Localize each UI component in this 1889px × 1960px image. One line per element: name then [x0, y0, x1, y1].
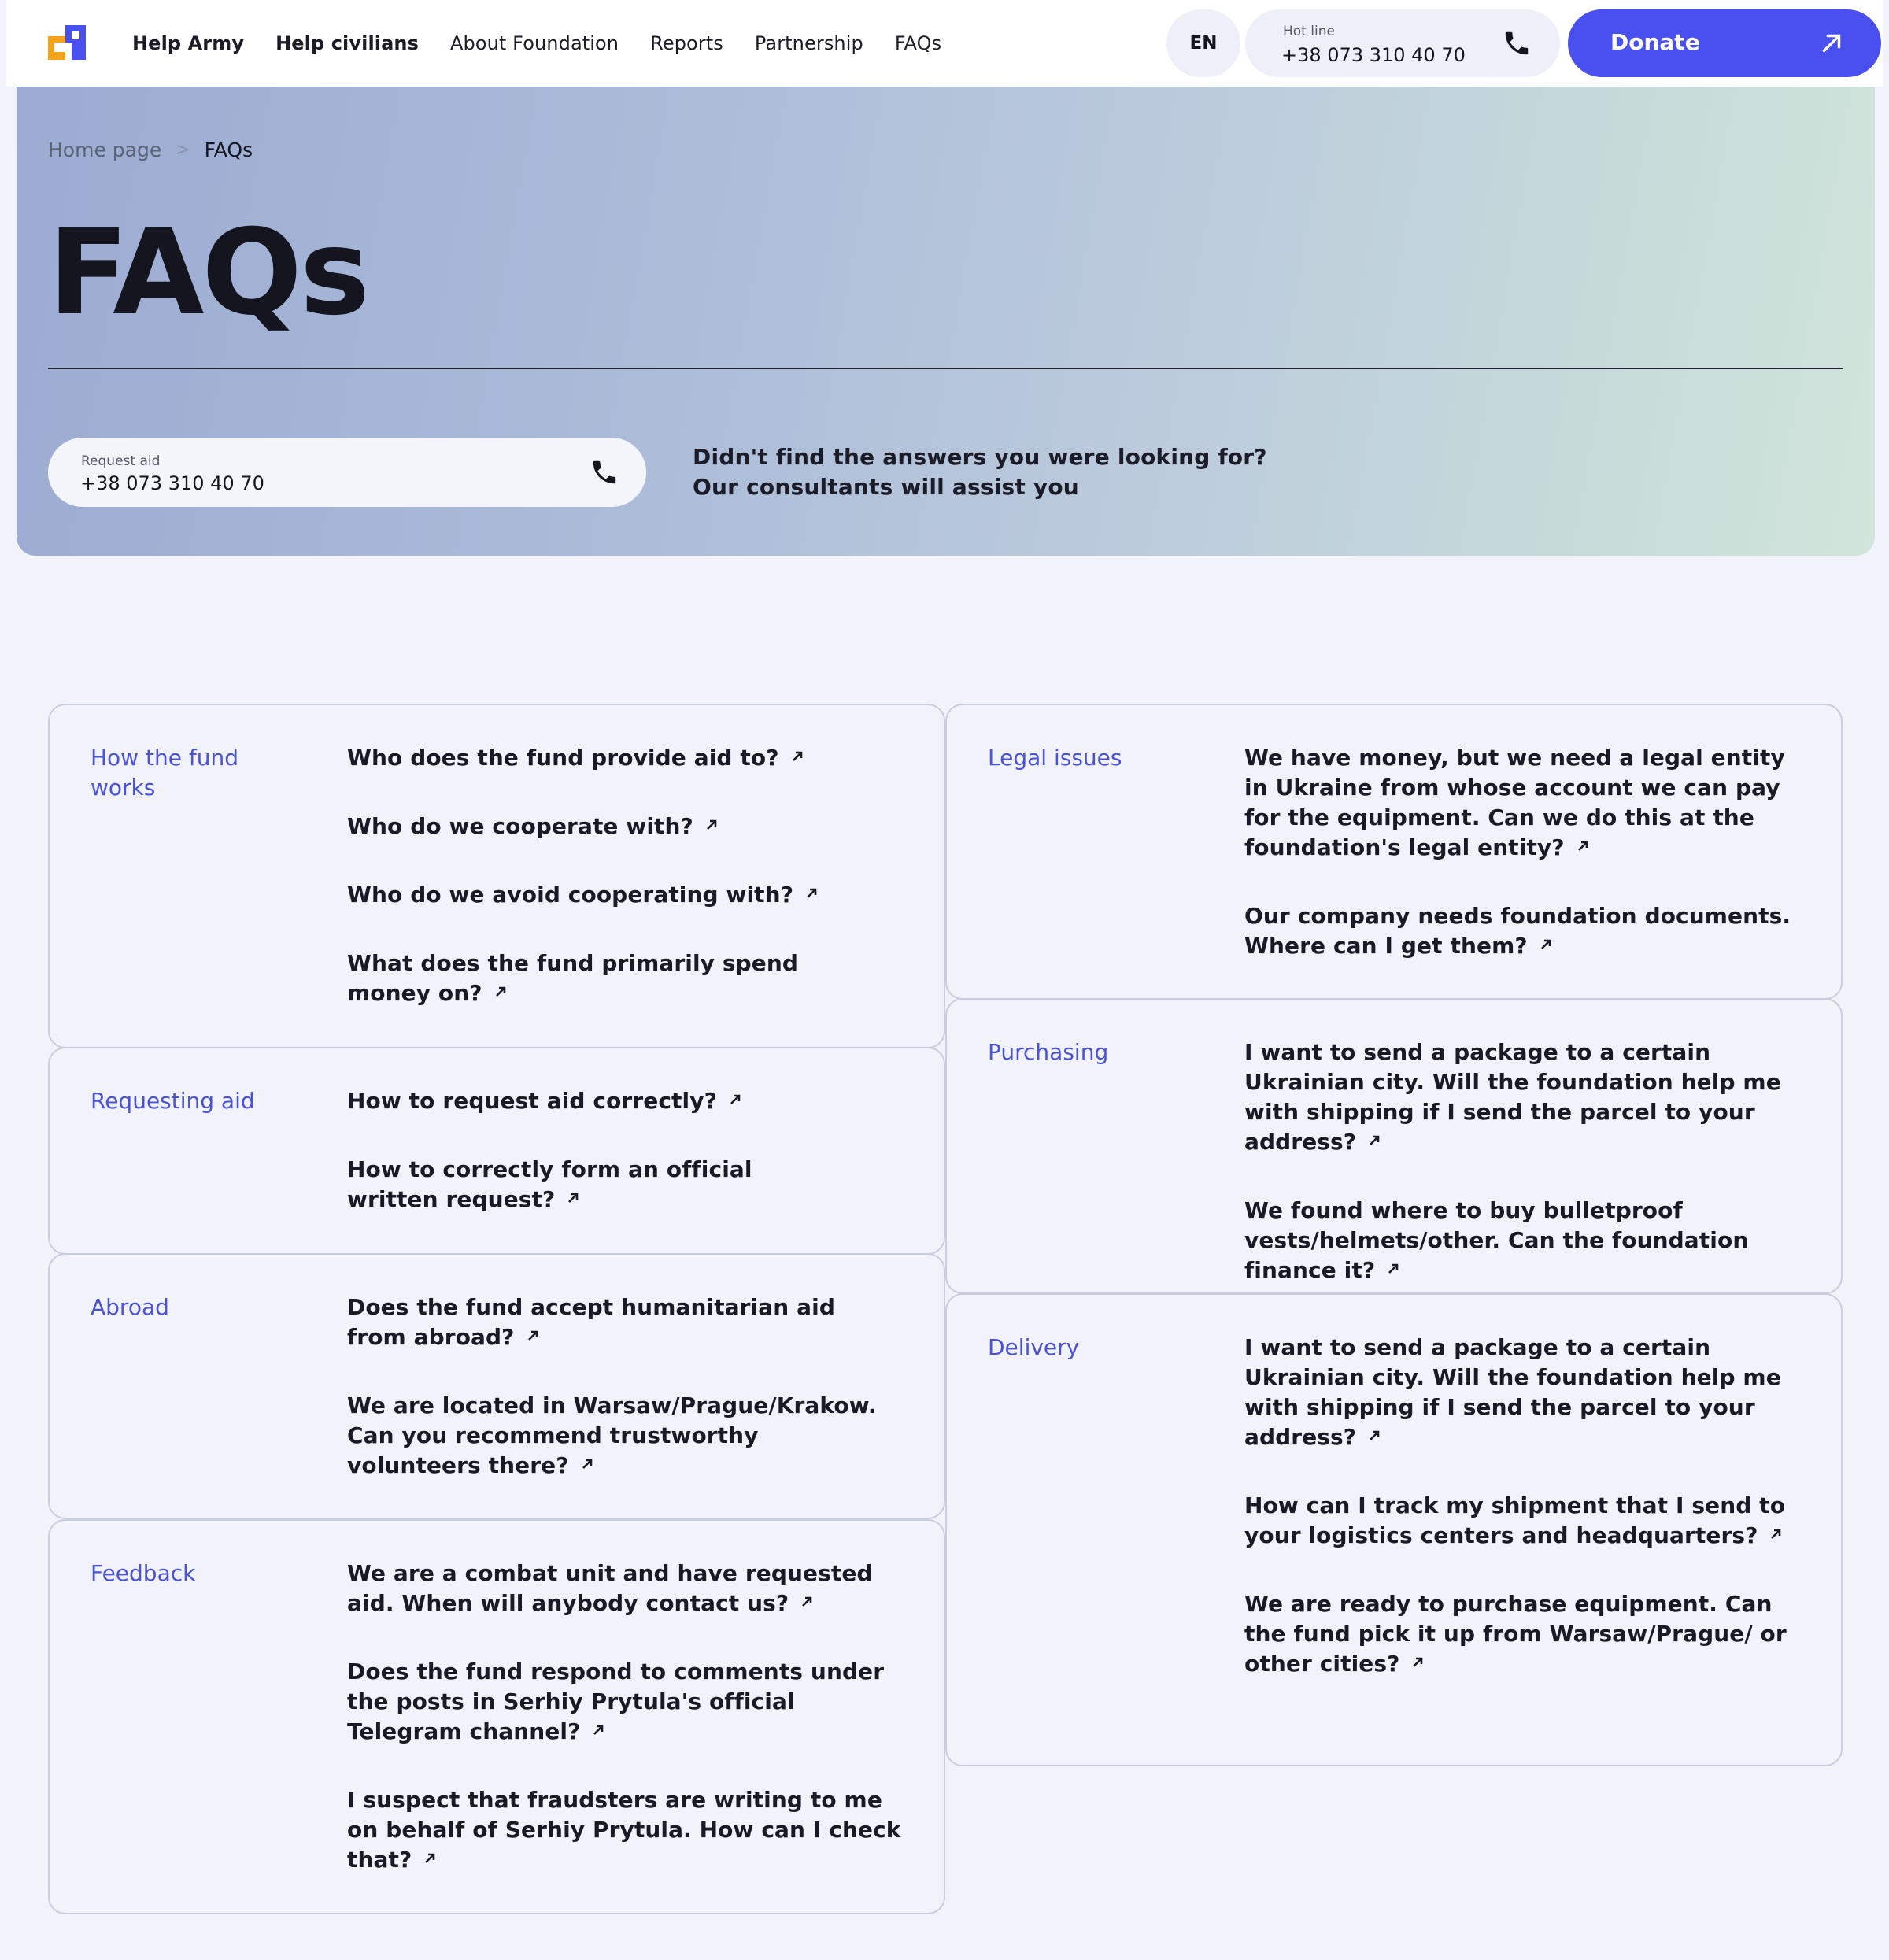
donate-button[interactable] — [1568, 9, 1881, 77]
foundation-logo-icon[interactable] — [48, 22, 92, 63]
faq-category: Delivery — [988, 1334, 1080, 1360]
external-arrow-icon — [526, 1329, 540, 1343]
request-aid-caption: Request aid — [81, 453, 161, 469]
faq-question[interactable]: Does the fund respond to comments under the posts in Serhiy Prytula's official Telegram channel? — [347, 1659, 885, 1744]
divider — [48, 368, 1843, 369]
external-arrow-icon — [1576, 839, 1590, 853]
donate-label: Donate — [1610, 29, 1700, 55]
hotline-caption: Hot line — [1283, 24, 1335, 39]
faq-question[interactable]: Who does the fund provide aid to? — [347, 743, 835, 773]
request-aid-pill[interactable] — [48, 438, 646, 507]
faq-card-delivery — [945, 1293, 1843, 1766]
faq-category: Feedback — [91, 1560, 196, 1586]
external-arrow-icon — [1769, 1527, 1783, 1541]
faq-category: How the fund works — [91, 745, 238, 801]
external-arrow-icon — [1539, 937, 1553, 952]
consultants-note-line1: Didn't find the answers you were looking for? — [693, 444, 1267, 470]
external-arrow-icon — [800, 1595, 814, 1609]
request-aid-number: +38 073 310 40 70 — [80, 472, 264, 494]
faq-question-list — [347, 1086, 804, 1215]
faq-question[interactable]: How to request aid correctly? — [347, 1086, 804, 1116]
main-nav — [132, 0, 973, 87]
faq-card-how-the-fund-works — [48, 704, 945, 1048]
external-arrow-icon — [1367, 1133, 1381, 1148]
nav-reports[interactable]: Reports — [650, 32, 723, 54]
external-arrow-icon — [1386, 1262, 1400, 1276]
language-switch[interactable]: EN — [1166, 9, 1240, 77]
faq-question[interactable]: Does the fund accept humanitarian aid from abroad? — [347, 1294, 836, 1350]
phone-icon — [1502, 28, 1532, 58]
nav-partnership[interactable]: Partnership — [754, 32, 863, 54]
faq-question[interactable]: We found where to buy bulletproof vests/helmets/other. Can the foundation finance it? — [1244, 1197, 1749, 1283]
phone-icon — [590, 457, 619, 487]
external-arrow-icon — [704, 818, 719, 832]
faq-category: Abroad — [91, 1294, 169, 1320]
external-arrow-icon — [494, 985, 508, 999]
nav-about-foundation[interactable]: About Foundation — [449, 32, 619, 54]
nav-help-army[interactable]: Help Army — [132, 32, 245, 54]
faq-question[interactable]: We are ready to purchase equipment. Can the fund pick it up from Warsaw/Prague/ or other cities? — [1244, 1591, 1787, 1677]
faq-category: Purchasing — [988, 1039, 1109, 1065]
breadcrumb — [48, 139, 253, 161]
external-arrow-icon — [423, 1851, 437, 1866]
faq-question[interactable]: How can I track my shipment that I send to your logistics centers and headquarters? — [1244, 1492, 1786, 1548]
faq-question[interactable]: Who do we avoid cooperating with? — [347, 880, 835, 910]
page-title: FAQs — [48, 205, 368, 342]
faq-question[interactable]: I want to send a package to a certain Ukrainian city. Will the foundation help me with shipping if I send the parcel to your address? — [1244, 1039, 1781, 1155]
faq-question[interactable]: I suspect that fraudsters are writing to me on behalf of Serhiy Prytula. How can I check that? — [347, 1787, 901, 1873]
faq-question-list — [1244, 1333, 1811, 1679]
external-arrow-icon — [580, 1457, 594, 1471]
external-arrow-icon — [566, 1191, 580, 1205]
faq-question[interactable]: I want to send a package to a certain Ukrainian city. Will the foundation help me with shipping if I send the parcel to your address? — [1244, 1334, 1781, 1450]
faq-card-purchasing — [945, 998, 1843, 1294]
faq-question-list — [347, 1559, 914, 1875]
faq-question-list — [347, 743, 835, 1008]
faq-question[interactable]: We are located in Warsaw/Prague/Krakow. Can you recommend trustworthy volunteers there? — [347, 1392, 877, 1478]
external-arrow-icon — [790, 749, 804, 764]
external-arrow-icon — [1367, 1429, 1381, 1443]
faq-question[interactable]: We have money, but we need a legal entity in Ukraine from whose account we can pay for the equipment. Can we do this at the foundation's legal entity? — [1244, 745, 1785, 860]
faq-card-legal-issues — [945, 704, 1843, 1000]
external-arrow-icon — [804, 886, 819, 900]
faq-question[interactable]: Our company needs foundation documents. Where can I get them? — [1244, 903, 1791, 959]
hero-banner — [17, 87, 1875, 556]
faq-card-feedback — [48, 1519, 945, 1914]
nav-faqs[interactable]: FAQs — [894, 32, 942, 54]
breadcrumb-current: FAQs — [204, 139, 253, 161]
faq-card-abroad — [48, 1253, 945, 1519]
consultants-note-line2: Our consultants will assist you — [693, 474, 1079, 500]
site-header — [6, 0, 1883, 87]
faq-question[interactable]: We are a combat unit and have requested aid. When will anybody contact us? — [347, 1560, 873, 1616]
faq-question-list — [1244, 1037, 1811, 1285]
arrow-up-right-icon — [1817, 28, 1846, 58]
faq-question[interactable]: What does the fund primarily spend money on? — [347, 950, 799, 1006]
faq-category: Legal issues — [988, 745, 1122, 771]
faq-question[interactable]: How to correctly form an official written request? — [347, 1156, 752, 1212]
consultants-note — [693, 442, 1267, 502]
faq-question-list — [1244, 743, 1811, 961]
hotline-number: +38 073 310 40 70 — [1281, 44, 1466, 66]
external-arrow-icon — [591, 1723, 605, 1737]
faq-question[interactable]: Who do we cooperate with? — [347, 812, 835, 841]
faq-category: Requesting aid — [91, 1088, 255, 1114]
faq-question-list — [347, 1292, 898, 1481]
external-arrow-icon — [1410, 1655, 1425, 1670]
hotline[interactable] — [1245, 9, 1560, 77]
faq-card-requesting-aid — [48, 1047, 945, 1255]
nav-help-civilians[interactable]: Help civilians — [275, 32, 419, 54]
breadcrumb-home[interactable]: Home page — [48, 139, 162, 161]
chevron-right-icon: > — [176, 140, 190, 160]
external-arrow-icon — [728, 1093, 742, 1107]
